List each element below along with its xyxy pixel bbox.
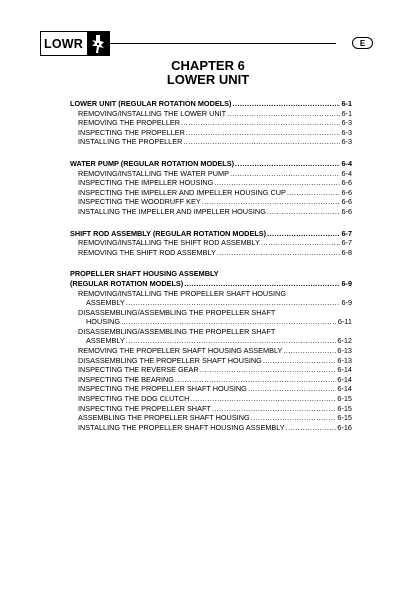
toc-entry[interactable]: INSPECTING THE PROPELLER SHAFT ..... 6-15 <box>70 404 352 414</box>
chapter-number: CHAPTER 6 <box>171 58 245 73</box>
toc-entry[interactable]: INSPECTING THE IMPELLER AND IMPELLER HOUSING CUP ..... 6-6 <box>70 188 352 198</box>
toc-entry[interactable]: INSPECTING THE IMPELLER HOUSING ..... 6-6 <box>70 178 352 188</box>
chapter-title: LOWER UNIT <box>166 72 250 87</box>
section-tab <box>40 31 110 56</box>
toc-section-heading[interactable]: SHIFT ROD ASSEMBLY (REGULAR ROTATION MODELS) ..... 6-7 <box>70 229 352 239</box>
toc-entry[interactable]: REMOVING/INSTALLING THE SHIFT ROD ASSEMBLY ..... 6-7 <box>70 238 352 248</box>
toc-entry-cont[interactable]: HOUSING ..... 6-11 <box>70 317 352 327</box>
toc-entry[interactable]: REMOVING/INSTALLING THE LOWER UNIT ..... 6-1 <box>70 109 352 119</box>
toc-entry-cont[interactable]: ASSEMBLY ..... 6-12 <box>70 336 352 346</box>
toc-section-heading[interactable]: LOWER UNIT (REGULAR ROTATION MODELS) ..... 6-1 <box>70 99 352 109</box>
toc-entry[interactable]: DISASSEMBLING THE PROPELLER SHAFT HOUSING ..... 6-13 <box>70 356 352 366</box>
header-rule <box>108 43 336 44</box>
toc-entry[interactable]: INSTALLING THE PROPELLER SHAFT HOUSING ASSEMBLY ..... 6-16 <box>70 423 352 433</box>
toc-entry[interactable]: INSTALLING THE PROPELLER ..... 6-3 <box>70 137 352 147</box>
toc-entry[interactable]: INSTALLING THE IMPELLER AND IMPELLER HOUSING ..... 6-6 <box>70 207 352 217</box>
toc-entry[interactable]: INSPECTING THE REVERSE GEAR ..... 6-14 <box>70 365 352 375</box>
toc-entry[interactable]: INSPECTING THE WOODRUFF KEY ..... 6-6 <box>70 197 352 207</box>
toc-entry[interactable]: DISASSEMBLING/ASSEMBLING THE PROPELLER SHAFT <box>78 307 276 317</box>
toc-section-heading[interactable]: PROPELLER SHAFT HOUSING ASSEMBLY <box>70 269 219 279</box>
toc-entry[interactable]: REMOVING THE PROPELLER ..... 6-3 <box>70 118 352 128</box>
toc-entry[interactable]: INSPECTING THE BEARING ..... 6-14 <box>70 375 352 385</box>
lower-unit-icon <box>87 32 109 55</box>
table-of-contents <box>70 99 352 432</box>
toc-section-heading[interactable]: WATER PUMP (REGULAR ROTATION MODELS) ..... 6-4 <box>70 159 352 169</box>
toc-entry[interactable]: REMOVING THE SHIFT ROD ASSEMBLY ..... 6-8 <box>70 248 352 258</box>
toc-entry[interactable]: INSPECTING THE PROPELLER ..... 6-3 <box>70 128 352 138</box>
toc-entry[interactable]: INSPECTING THE PROPELLER SHAFT HOUSING ..... 6-14 <box>70 384 352 394</box>
toc-entry[interactable]: REMOVING THE PROPELLER SHAFT HOUSING ASSEMBLY ..... 6-13 <box>70 346 352 356</box>
toc-entry[interactable]: INSPECTING THE DOG CLUTCH ..... 6-15 <box>70 394 352 404</box>
toc-section-heading-cont[interactable]: (REGULAR ROTATION MODELS) ..... 6-9 <box>70 279 352 289</box>
section-tab-label: LOWR <box>44 36 83 51</box>
toc-entry[interactable]: ASSEMBLING THE PROPELLER SHAFT HOUSING ..... 6-15 <box>70 413 352 423</box>
toc-entry-cont[interactable]: ASSEMBLY ..... 6-9 <box>70 298 352 308</box>
toc-entry[interactable]: REMOVING/INSTALLING THE PROPELLER SHAFT HOUSING <box>78 288 287 298</box>
language-badge: E <box>352 37 373 49</box>
toc-entry[interactable]: REMOVING/INSTALLING THE WATER PUMP ..... 6-4 <box>70 169 352 179</box>
toc-entry[interactable]: DISASSEMBLING/ASSEMBLING THE PROPELLER SHAFT <box>78 326 276 336</box>
